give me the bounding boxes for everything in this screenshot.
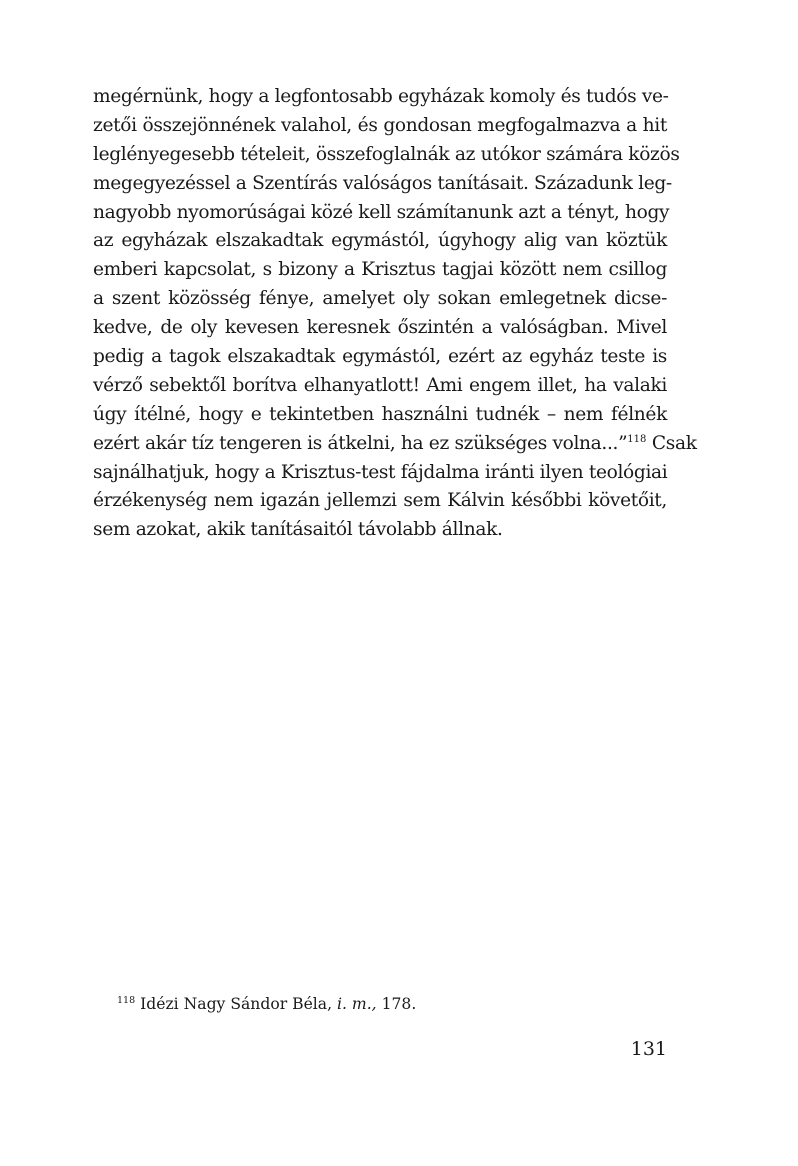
text-line: pedig a tagok elszakadtak egymástól, ezért az egyház teste is <box>93 346 667 368</box>
text-line: sajnálhatjuk, hogy a Krisztus-test fájdalma iránti ilyen teológiai <box>93 461 668 483</box>
text-line: az egyházak elszakadtak egymástól, úgyhogy alig van köztük <box>93 230 667 252</box>
text-line: sem azokat, akik tanításaitól távolabb állnak. <box>93 519 503 541</box>
text-line-part: ezért akár tíz tengeren is átkelni, ha ez szükséges volna...” <box>93 432 628 454</box>
text-line: emberi kapcsolat, s bizony a Krisztus tagjai között nem csillog <box>93 259 667 281</box>
text-line: úgy ítélné, hogy e tekintetben használni tudnék – nem félnék <box>93 403 667 425</box>
text-line: leglényegesebb tételeit, összefoglalnák az utókor számára közös <box>93 143 680 165</box>
footnote-italic: i. m., <box>337 995 377 1013</box>
text-line: zetői összejönnének valahol, és gondosan megfogalmazva a hit <box>93 114 667 136</box>
footnote-number: 118 <box>117 995 136 1006</box>
text-line: a szent közösség fénye, amelyet oly sokan emlegetnek dicse- <box>93 288 667 310</box>
text-line: érzékenység nem igazán jellemzi sem Kálvin későbbi követőit, <box>93 490 667 512</box>
footnote-text-end: 178. <box>376 995 417 1013</box>
text-line: kedve, de oly kevesen keresnek őszintén a valóságban. Mivel <box>93 317 667 339</box>
text-line: vérző sebektől borítva elhanyatlott! Ami engem illet, ha valaki <box>93 374 667 396</box>
footnote <box>117 992 677 1016</box>
text-line: nagyobb nyomorúságai közé kell számítanunk azt a tényt, hogy <box>93 201 670 223</box>
body-paragraph <box>93 83 697 545</box>
footnote-reference[interactable]: 118 <box>627 433 647 445</box>
text-line: megérnünk, hogy a legfontosabb egyházak komoly és tudós ve- <box>93 86 669 107</box>
text-line-with-footnote-ref <box>93 430 697 459</box>
text-line: megegyezéssel a Szentírás valóságos tanításait. Századunk leg- <box>93 172 672 194</box>
text-line-part: Csak <box>646 432 697 454</box>
footnote-text: Idézi Nagy Sándor Béla, <box>135 995 338 1013</box>
page-number: 131 <box>630 1038 667 1060</box>
